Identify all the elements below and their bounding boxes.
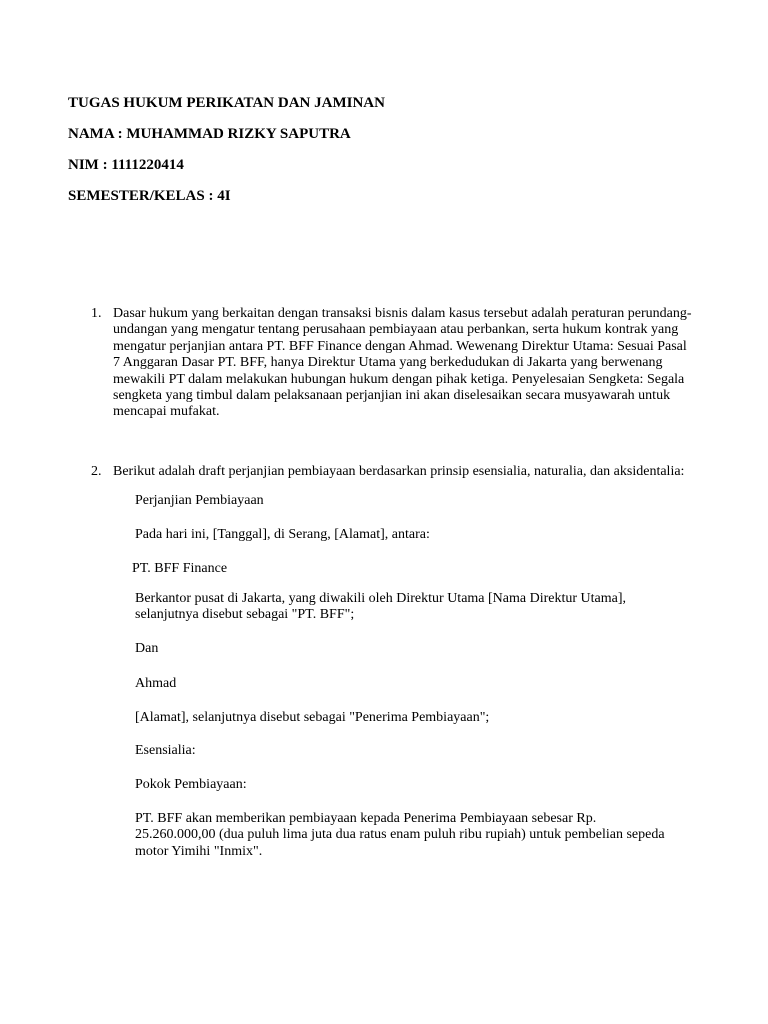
conjunction-and: Dan (135, 641, 159, 656)
party2-description: [Alamat], selanjutnya disebut sebagai "Penerima Pembiayaan"; (135, 710, 490, 725)
essentialia-heading: Esensialia: (135, 743, 196, 758)
list-item-number: 1. (91, 306, 102, 321)
draft-opening: Pada hari ini, [Tanggal], di Serang, [Alamat], antara: (135, 527, 430, 542)
subject-heading: Pokok Pembiayaan: (135, 777, 247, 792)
party1-description: Berkantor pusat di Jakarta, yang diwakili oleh Direktur Utama [Nama Direktur Utama], selanjutnya disebut sebagai "PT. BFF"; (135, 591, 627, 623)
student-name: NAMA : MUHAMMAD RIZKY SAPUTRA (68, 126, 351, 142)
document-title: TUGAS HUKUM PERIKATAN DAN JAMINAN (68, 95, 385, 111)
list-item-number: 2. (91, 464, 102, 479)
list-item-text: Berikut adalah draft perjanjian pembiayaan berdasarkan prinsip esensialia, naturalia, dan aksidentalia: (113, 464, 685, 479)
subject-text: PT. BFF akan memberikan pembiayaan kepada Penerima Pembiayaan sebesar Rp. 25.260.000,00 (dua puluh lima juta dua ratus enam puluh ribu rupiah) untuk pembelian sepeda motor Yimihi "Inmix". (135, 811, 665, 859)
semester-class: SEMESTER/KELAS : 4I (68, 188, 231, 204)
draft-title: Perjanjian Pembiayaan (135, 493, 264, 508)
party2-name: Ahmad (135, 676, 177, 691)
student-nim: NIM : 1111220414 (68, 157, 184, 173)
party1-name: PT. BFF Finance (132, 561, 228, 576)
list-item-text: Dasar hukum yang berkaitan dengan transaksi bisnis dalam kasus tersebut adalah peraturan perundang-undangan yang mengatur tentang perusahaan pembiayaan atau perbankan, serta hukum kontrak yang mengatur perjanjian antara PT. BFF Finance dengan Ahmad. Wewenang Direktur Utama: Sesuai Pasal 7 Anggaran Dasar PT. BFF, hanya Direktur Utama yang berkedudukan di Jakarta yang berwenang mewakili PT dalam melakukan hubungan hukum dengan pihak ketiga. Penyelesaian Sengketa: Segala sengketa yang timbul dalam pelaksanaan perjanjian ini akan diselesaikan secara musyawarah untuk mencapai mufakat. (113, 306, 692, 420)
